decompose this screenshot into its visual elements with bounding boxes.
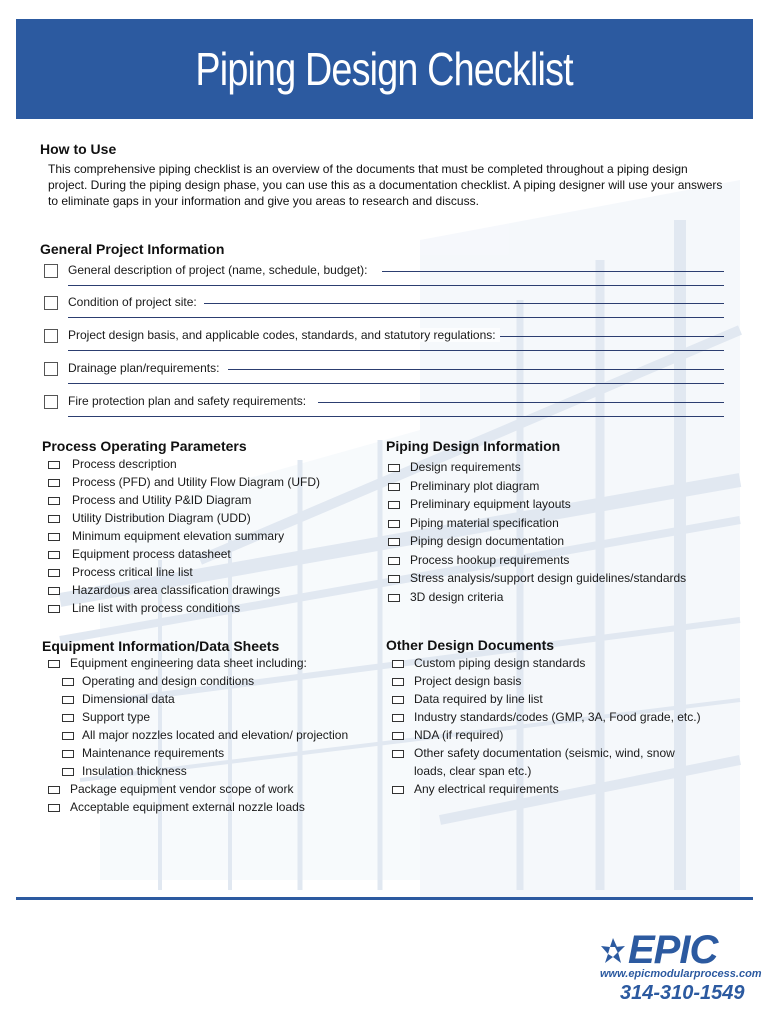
phone-number: 314-310-1549 (620, 982, 745, 1004)
star-logo-icon (598, 936, 628, 966)
other-docs-heading: Other Design Documents (386, 637, 555, 653)
checkbox[interactable] (48, 551, 60, 559)
checkbox[interactable] (48, 479, 60, 487)
checkbox[interactable] (48, 515, 60, 523)
checkbox[interactable] (392, 750, 404, 758)
checkbox[interactable] (48, 786, 60, 794)
general-item-label: Project design basis, and applicable codes, standards, and statutory regulations: (68, 328, 500, 342)
checkbox[interactable] (48, 605, 60, 613)
equipment-heading: Equipment Information/Data Sheets (42, 638, 280, 654)
checkbox[interactable] (388, 520, 400, 528)
logo-name: EPIC (628, 928, 718, 972)
website-url[interactable]: www.epicmodularprocess.com (600, 968, 762, 980)
checkbox[interactable] (44, 395, 58, 409)
general-item-site[interactable] (44, 295, 724, 315)
checkbox[interactable] (388, 464, 400, 472)
checkbox[interactable] (62, 714, 74, 722)
checkbox[interactable] (44, 329, 58, 343)
checkbox[interactable] (392, 786, 404, 794)
answer-line[interactable] (204, 303, 724, 304)
how-to-use-heading: How to Use (40, 141, 117, 157)
checkbox[interactable] (392, 660, 404, 668)
answer-line[interactable] (68, 383, 724, 384)
checkbox[interactable] (62, 678, 74, 686)
checkbox[interactable] (392, 696, 404, 704)
process-heading: Process Operating Parameters (42, 438, 247, 454)
checkbox[interactable] (62, 696, 74, 704)
checkbox[interactable] (48, 461, 60, 469)
answer-line[interactable] (228, 369, 724, 370)
checkbox[interactable] (388, 557, 400, 565)
checkbox[interactable] (388, 594, 400, 602)
checkbox[interactable] (44, 264, 58, 278)
checkbox[interactable] (48, 497, 60, 505)
checkbox[interactable] (388, 501, 400, 509)
footer-divider (16, 897, 753, 900)
checkbox[interactable] (62, 732, 74, 740)
how-to-use-text: This comprehensive piping checklist is an overview of the documents that must be completed throughout a piping design project. During the piping design phase, you can use this as a documentation checklist. A piping designer will use your answers to eliminate gaps in your information and give you areas to research and discuss. (48, 162, 723, 208)
checkbox[interactable] (48, 569, 60, 577)
answer-line[interactable] (318, 402, 724, 403)
answer-line[interactable] (68, 317, 724, 318)
general-item-label: Fire protection plan and safety requirements: (68, 394, 310, 408)
general-item-label: Drainage plan/requirements: (68, 361, 223, 375)
checkbox[interactable] (62, 750, 74, 758)
answer-line[interactable] (68, 285, 724, 286)
epic-logo (598, 928, 762, 1014)
general-item-fire[interactable] (44, 394, 724, 414)
checkbox[interactable] (48, 587, 60, 595)
checkbox[interactable] (44, 296, 58, 310)
checkbox[interactable] (392, 732, 404, 740)
checkbox[interactable] (388, 538, 400, 546)
checkbox[interactable] (48, 533, 60, 541)
checkbox[interactable] (48, 660, 60, 668)
page-title: Piping Design Checklist (195, 43, 574, 95)
general-item-label: General description of project (name, schedule, budget): (68, 263, 372, 277)
answer-line[interactable] (382, 271, 724, 272)
checkbox[interactable] (392, 678, 404, 686)
general-item-description[interactable] (44, 263, 724, 283)
general-item-label: Condition of project site: (68, 295, 201, 309)
header-banner (16, 19, 753, 119)
checkbox[interactable] (388, 483, 400, 491)
checkbox[interactable] (44, 362, 58, 376)
general-item-design-basis[interactable] (44, 328, 724, 348)
answer-line[interactable] (68, 416, 724, 417)
general-item-drainage[interactable] (44, 361, 724, 381)
checkbox[interactable] (392, 714, 404, 722)
checkbox[interactable] (388, 575, 400, 583)
piping-heading: Piping Design Information (386, 438, 561, 454)
checkbox[interactable] (62, 768, 74, 776)
checkbox[interactable] (48, 804, 60, 812)
answer-line[interactable] (68, 350, 724, 351)
answer-line[interactable] (500, 336, 724, 337)
general-info-heading: General Project Information (40, 241, 225, 257)
